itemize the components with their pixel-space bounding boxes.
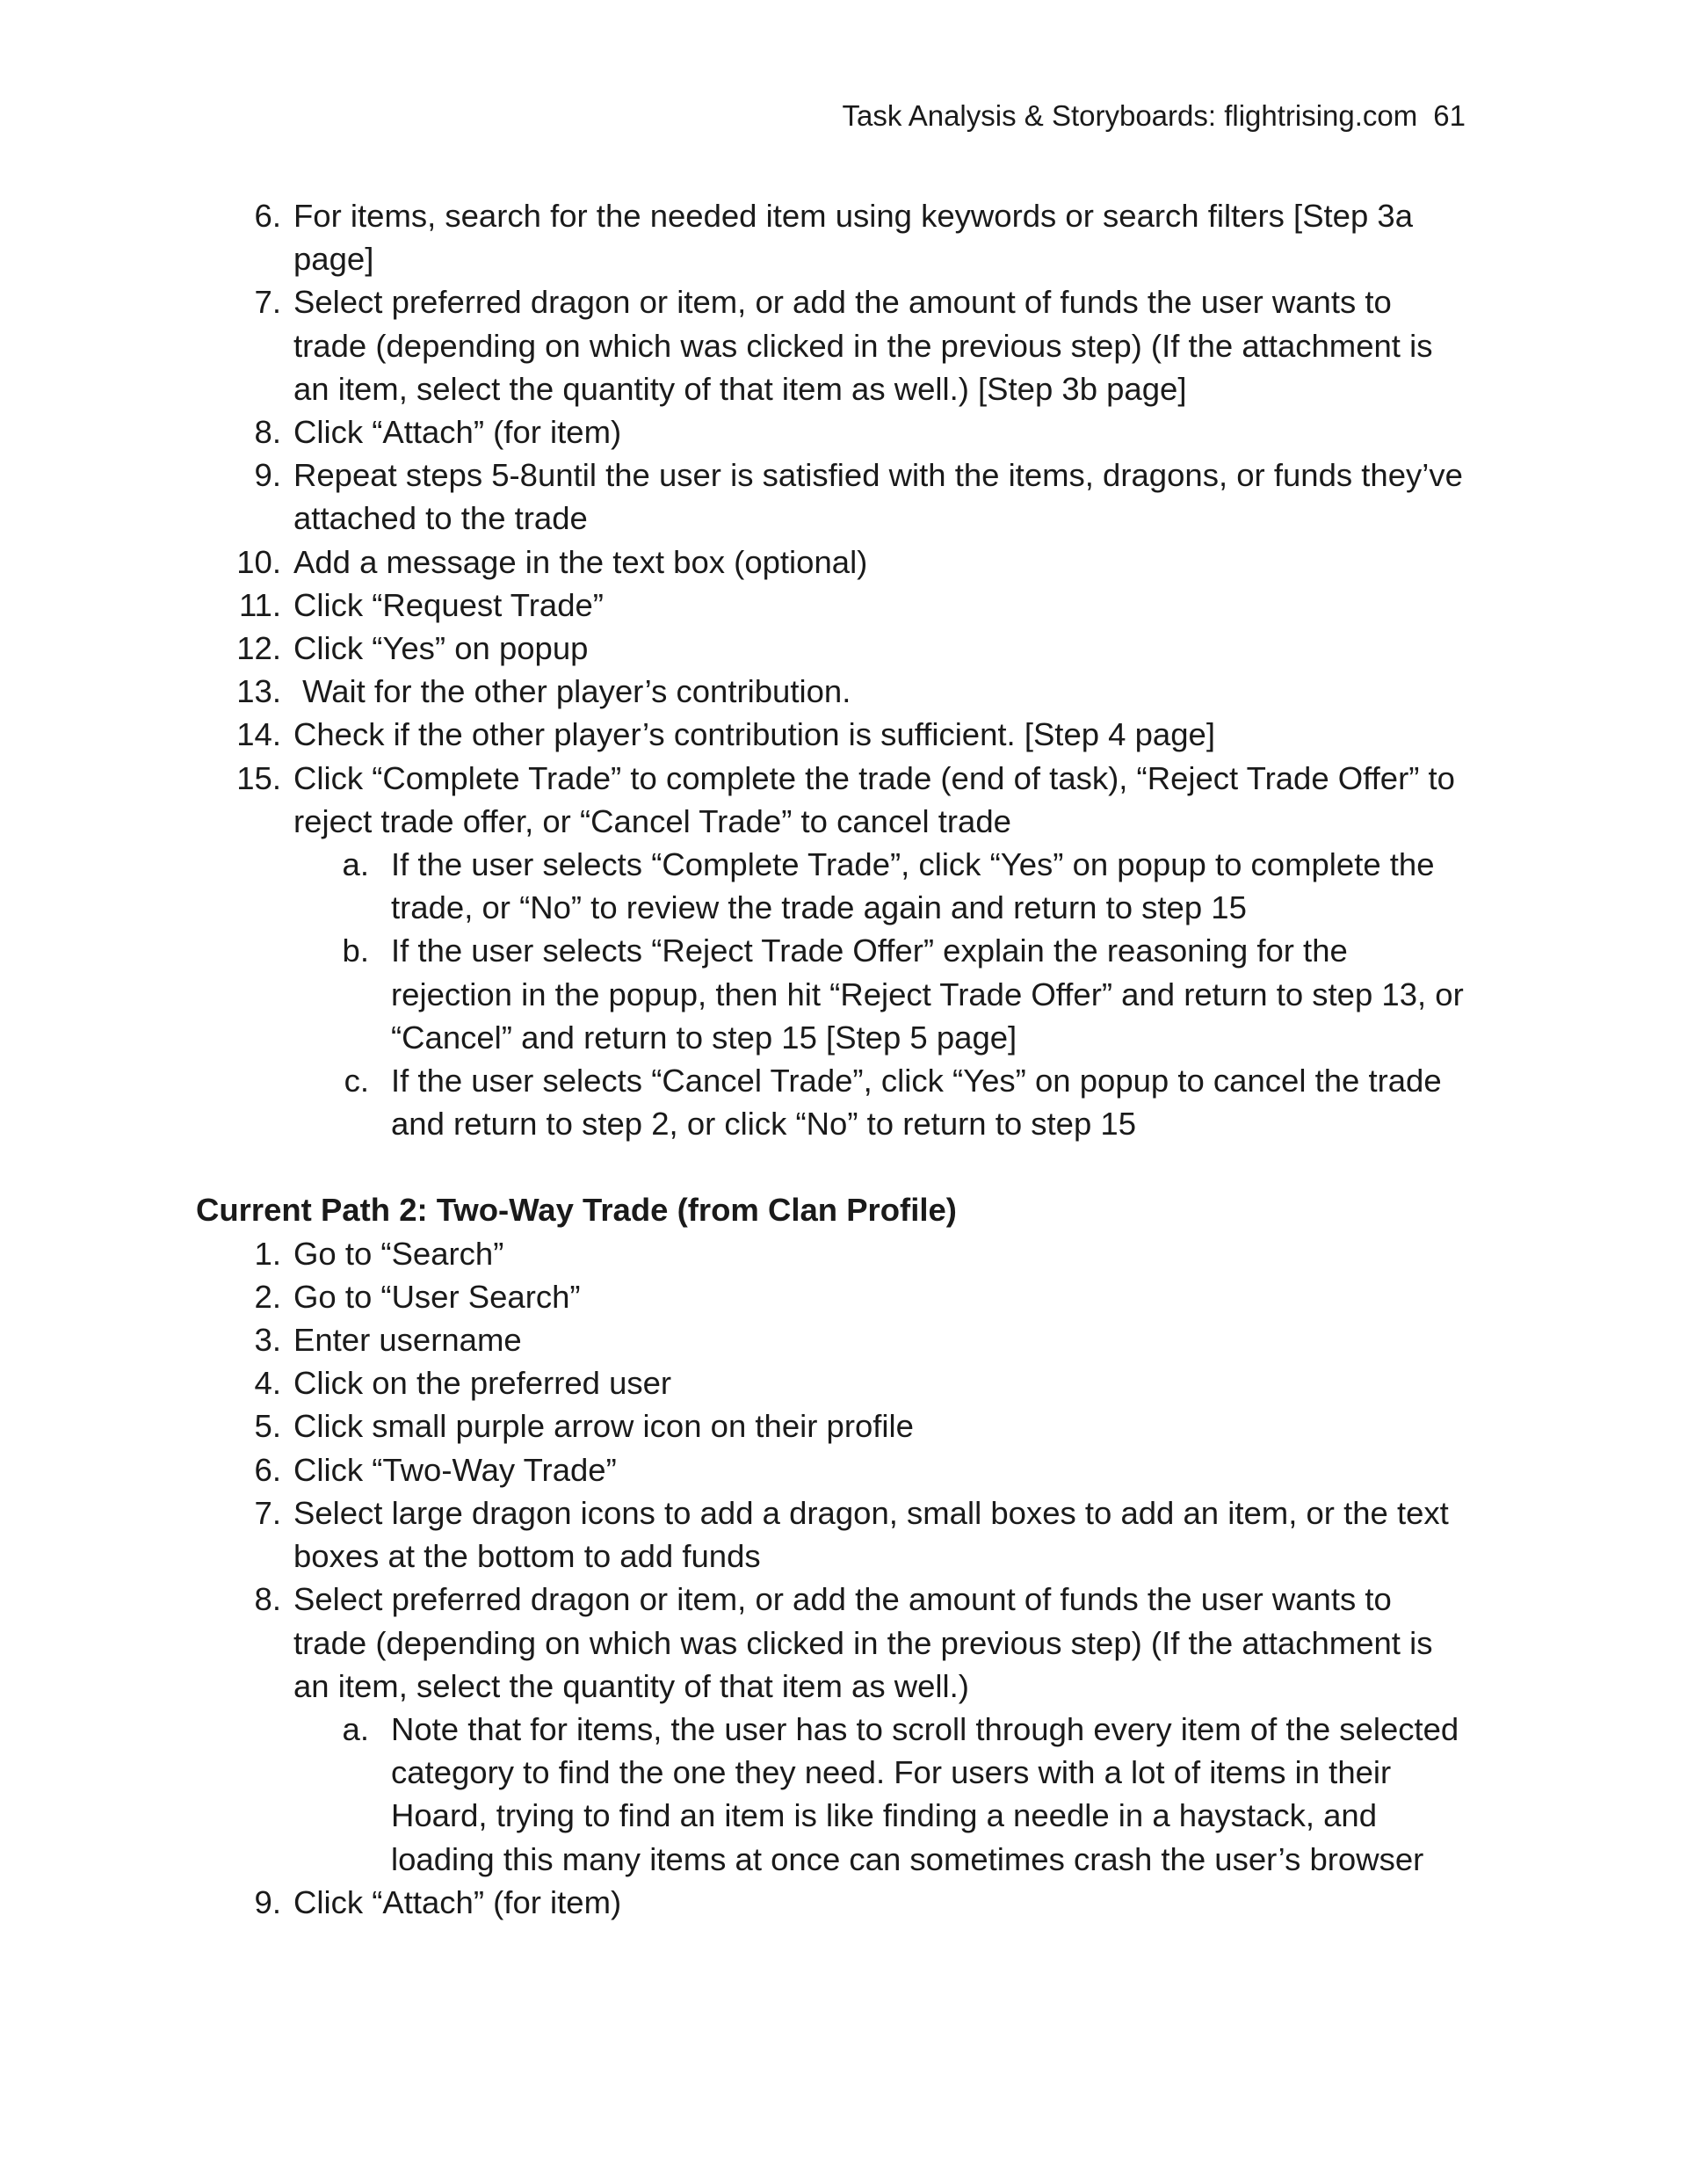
sub-list-text: If the user selects “Complete Trade”, click “Yes” on popup to complete the trade, or “No” to review the trade again and return to step 15 (391, 846, 1435, 926)
list-text: Select large dragon icons to add a dragon, small boxes to add an item, or the text boxes at the bottom to add funds (293, 1494, 1449, 1575)
list-number: 7. (254, 1494, 281, 1531)
list-item (0, 670, 1471, 713)
sub-list-text: Note that for items, the user has to scroll through every item of the selected category to find the one they need. For users with a lot of items in their Hoard, trying to find an item is like finding a needle in a haystack, and loading this many items at once can sometimes crash the user’s browser (391, 1710, 1459, 1877)
list-number: 3. (254, 1322, 281, 1359)
section-heading: Current Path 2: Two-Way Trade (from Clan Profile) (196, 1192, 957, 1229)
list-text: Click “Complete Trade” to complete the trade (end of task), “Reject Trade Offer” to reject trade offer, or “Cancel Trade” to cancel trade (293, 759, 1455, 839)
list-number: 4. (254, 1365, 281, 1402)
list-item (0, 1404, 1471, 1448)
list-item (0, 757, 1471, 843)
list-item (0, 1318, 1471, 1361)
list-item (0, 453, 1471, 540)
list-text: Click small purple arrow icon on their profile (293, 1408, 914, 1445)
list-number: 8. (254, 1581, 281, 1618)
list-text: Click “Yes” on popup (293, 630, 589, 667)
list-text: Select preferred dragon or item, or add the amount of funds the user wants to trade (depending on which was clicked in the previous step) (If the attachment is an item, select the quantity of that item as well.) (293, 1581, 1433, 1704)
list-item (0, 1881, 1471, 1924)
sub-list-letter: a. (342, 846, 369, 883)
list-text: Go to “User Search” (293, 1278, 581, 1315)
list-text: Add a message in the text box (optional) (293, 543, 868, 580)
list-item (0, 194, 1471, 280)
list-number: 9. (254, 1883, 281, 1920)
sub-list-item (0, 1059, 1472, 1145)
list-number: 9. (254, 457, 281, 494)
sub-list-letter: a. (342, 1710, 369, 1747)
list-item (0, 713, 1471, 756)
list-text: Go to “Search” (293, 1235, 504, 1272)
list-text: For items, search for the needed item using keywords or search filters [Step 3a page] (293, 198, 1414, 278)
list-item (0, 584, 1471, 627)
list-item (0, 1448, 1471, 1491)
list-number: 15. (236, 759, 281, 796)
list-number: 14. (236, 716, 281, 753)
sub-list-text: If the user selects “Reject Trade Offer” explain the reasoning for the rejection in the popup, then hit “Reject Trade Offer” and return to step 13, or “Cancel” and return to step 15 [Step 5 page] (391, 932, 1464, 1056)
list-item (0, 1275, 1471, 1318)
list-item (0, 1578, 1471, 1708)
list-item (0, 410, 1471, 453)
list-text: Click “Attach” (for item) (293, 1883, 622, 1920)
list-text: Click “Two-Way Trade” (293, 1451, 617, 1488)
list-number: 13. (236, 673, 281, 710)
list-item (0, 280, 1471, 410)
document-body (0, 194, 1687, 1924)
list-number: 6. (254, 198, 281, 234)
list-text: Enter username (293, 1322, 522, 1359)
list-number: 5. (254, 1408, 281, 1445)
list-text: Click “Attach” (for item) (293, 414, 622, 451)
list-item (0, 1491, 1471, 1578)
list-text: Check if the other player’s contribution is sufficient. [Step 4 page] (293, 716, 1215, 753)
sub-list-item (0, 929, 1472, 1059)
list-text: Click on the preferred user (293, 1365, 672, 1402)
header-title: Task Analysis & Storyboards: flightrising.com (842, 99, 1418, 132)
list-number: 10. (236, 543, 281, 580)
sub-list-item (0, 843, 1472, 929)
list-item (0, 541, 1471, 584)
sub-list-item (0, 1708, 1472, 1881)
sub-list-letter: c. (344, 1063, 369, 1099)
list-number: 7. (254, 284, 281, 321)
list-number: 6. (254, 1451, 281, 1488)
list-number: 11. (238, 586, 281, 623)
page-header (843, 98, 1466, 134)
list-item (0, 627, 1471, 670)
spacer (0, 1145, 1687, 1188)
sub-list-text: If the user selects “Cancel Trade”, click “Yes” on popup to cancel the trade and return to step 2, or click “No” to return to step 15 (391, 1063, 1442, 1143)
list-number: 2. (254, 1278, 281, 1315)
sub-list-letter: b. (342, 932, 369, 969)
list-text: Select preferred dragon or item, or add the amount of funds the user wants to trade (depending on which was clicked in the previous step) (If the attachment is an item, select the quantity of that item as well.) [Step 3b page] (293, 284, 1433, 407)
list-text: Repeat steps 5-8until the user is satisfied with the items, dragons, or funds they’ve attached to the trade (293, 457, 1463, 537)
list-number: 1. (254, 1235, 281, 1272)
list-number: 8. (254, 414, 281, 451)
page-number: 61 (1433, 99, 1466, 132)
list-text: Wait for the other player’s contribution. (293, 673, 851, 710)
list-number: 12. (236, 630, 281, 667)
list-item (0, 1232, 1471, 1275)
list-item (0, 1361, 1471, 1404)
list-text: Click “Request Trade” (293, 586, 604, 623)
